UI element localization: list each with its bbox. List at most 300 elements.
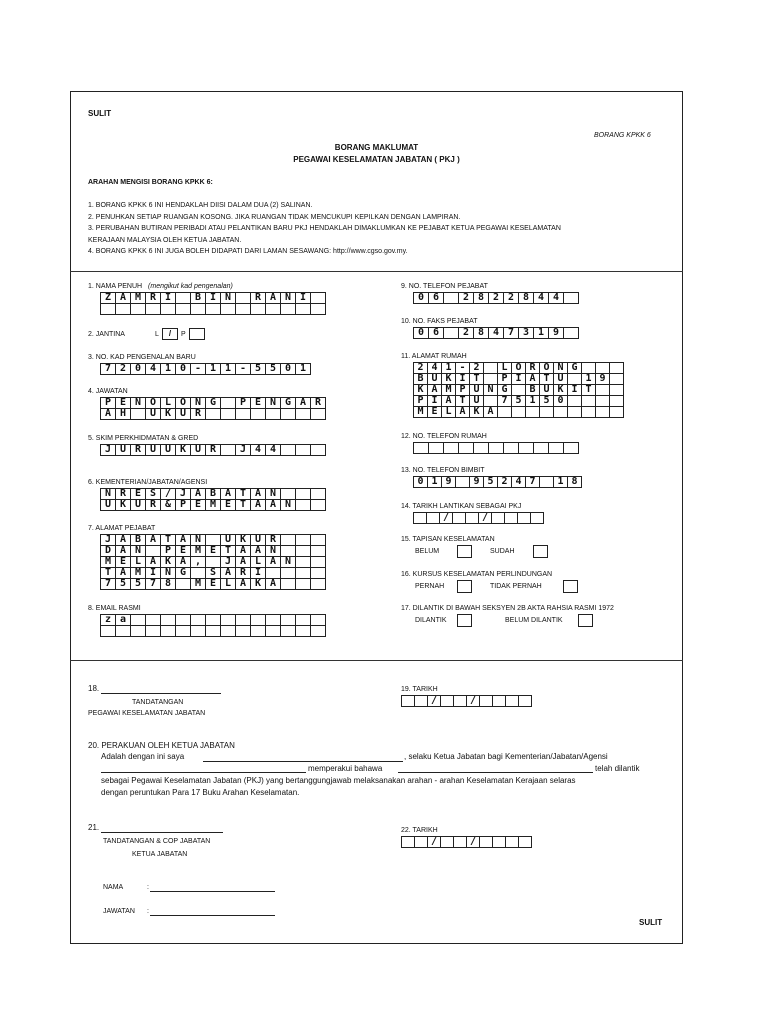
vetting-belum-checkbox[interactable] (457, 545, 472, 558)
char-box[interactable] (488, 442, 504, 454)
char-box[interactable]: 4 (533, 292, 549, 304)
char-box[interactable]: 9 (595, 373, 610, 385)
char-box[interactable] (426, 512, 440, 524)
char-box[interactable]: E (427, 406, 442, 418)
char-box[interactable] (443, 292, 459, 304)
char-box[interactable]: T (235, 488, 251, 500)
char-box[interactable]: T (581, 384, 596, 396)
char-box[interactable]: 1 (160, 363, 176, 375)
char-box[interactable]: A (295, 397, 311, 409)
char-box[interactable]: 5 (250, 363, 266, 375)
char-box[interactable] (517, 512, 531, 524)
char-box[interactable]: I (567, 384, 582, 396)
char-box[interactable]: O (511, 362, 526, 374)
char-box[interactable] (160, 303, 176, 315)
char-box[interactable] (473, 442, 489, 454)
char-box[interactable] (310, 408, 326, 420)
char-box[interactable] (295, 499, 311, 511)
char-box[interactable]: 2 (115, 363, 131, 375)
char-box[interactable] (491, 512, 505, 524)
char-box[interactable]: A (145, 556, 161, 568)
char-box[interactable]: A (220, 567, 236, 579)
char-box[interactable] (295, 303, 311, 315)
char-box[interactable] (235, 408, 251, 420)
char-box[interactable] (130, 408, 146, 420)
char-box[interactable] (190, 625, 206, 637)
char-box[interactable] (220, 408, 236, 420)
char-box[interactable]: 7 (100, 578, 116, 590)
char-box[interactable]: R (265, 534, 281, 546)
char-box[interactable] (250, 625, 266, 637)
char-box[interactable] (563, 292, 579, 304)
char-box[interactable]: U (469, 395, 484, 407)
char-box[interactable] (310, 499, 326, 511)
char-box[interactable]: U (145, 408, 161, 420)
char-box[interactable]: B (205, 488, 221, 500)
char-box[interactable] (100, 303, 116, 315)
char-box[interactable]: / (478, 512, 492, 524)
char-box[interactable] (280, 578, 296, 590)
mobile-phone-input[interactable] (413, 476, 581, 487)
char-box[interactable]: N (553, 362, 568, 374)
char-box[interactable]: M (130, 567, 146, 579)
char-box[interactable] (265, 303, 281, 315)
char-box[interactable]: K (441, 373, 456, 385)
char-box[interactable]: K (160, 556, 176, 568)
char-box[interactable]: / (439, 512, 453, 524)
char-box[interactable]: 8 (160, 578, 176, 590)
char-box[interactable]: 9 (441, 476, 456, 488)
char-box[interactable]: H (115, 408, 131, 420)
char-box[interactable]: R (115, 488, 131, 500)
char-box[interactable]: R (190, 408, 206, 420)
char-box[interactable] (413, 442, 429, 454)
char-box[interactable] (479, 836, 493, 848)
char-box[interactable]: U (539, 384, 554, 396)
char-box[interactable]: 8 (473, 292, 489, 304)
char-box[interactable]: N (130, 397, 146, 409)
char-box[interactable]: A (115, 545, 131, 557)
char-box[interactable]: U (190, 444, 206, 456)
char-box[interactable]: R (205, 444, 221, 456)
head-name-blank[interactable] (203, 761, 403, 762)
char-box[interactable]: 1 (295, 363, 311, 375)
char-box[interactable]: N (265, 545, 281, 557)
char-box[interactable]: - (455, 362, 470, 374)
char-box[interactable]: 5 (115, 578, 131, 590)
char-box[interactable] (145, 625, 161, 637)
char-box[interactable]: I (145, 567, 161, 579)
char-box[interactable]: K (413, 384, 428, 396)
char-box[interactable] (401, 836, 415, 848)
char-box[interactable] (518, 695, 532, 707)
char-box[interactable]: A (265, 499, 281, 511)
char-box[interactable] (539, 406, 554, 418)
char-box[interactable]: A (235, 578, 251, 590)
char-box[interactable]: B (413, 373, 428, 385)
char-box[interactable]: 4 (265, 444, 281, 456)
char-box[interactable]: Z (100, 292, 116, 304)
char-box[interactable] (205, 303, 221, 315)
char-box[interactable]: U (100, 499, 116, 511)
char-box[interactable]: 1 (220, 363, 236, 375)
char-box[interactable]: G (175, 567, 191, 579)
char-box[interactable]: T (100, 567, 116, 579)
char-box[interactable] (455, 476, 470, 488)
char-box[interactable]: E (115, 556, 131, 568)
char-box[interactable] (310, 444, 326, 456)
char-box[interactable]: A (250, 545, 266, 557)
char-box[interactable] (539, 476, 554, 488)
char-box[interactable]: 5 (539, 395, 554, 407)
char-box[interactable]: R (130, 444, 146, 456)
char-box[interactable] (567, 406, 582, 418)
char-box[interactable]: E (205, 545, 221, 557)
char-box[interactable]: A (115, 534, 131, 546)
char-box[interactable]: 7 (145, 578, 161, 590)
char-box[interactable]: 5 (265, 363, 281, 375)
char-box[interactable]: E (115, 397, 131, 409)
char-box[interactable]: A (265, 292, 281, 304)
char-box[interactable]: A (115, 292, 131, 304)
ic-number-input[interactable] (100, 363, 310, 374)
course-pernah-checkbox[interactable] (457, 580, 472, 593)
officer-signature-line[interactable] (101, 693, 221, 694)
char-box[interactable]: A (190, 488, 206, 500)
char-box[interactable]: A (235, 545, 251, 557)
char-box[interactable]: A (265, 578, 281, 590)
ministry-input[interactable] (100, 488, 325, 510)
char-box[interactable]: E (130, 488, 146, 500)
char-box[interactable]: A (100, 408, 116, 420)
char-box[interactable]: N (160, 567, 176, 579)
char-box[interactable]: K (553, 384, 568, 396)
char-box[interactable]: U (250, 534, 266, 546)
char-box[interactable]: L (497, 362, 512, 374)
date-19-input[interactable] (401, 695, 531, 706)
char-box[interactable]: 1 (205, 363, 221, 375)
char-box[interactable] (443, 442, 459, 454)
char-box[interactable]: A (175, 556, 191, 568)
char-box[interactable]: 4 (250, 444, 266, 456)
char-box[interactable] (458, 442, 474, 454)
char-box[interactable] (609, 406, 624, 418)
char-box[interactable] (205, 625, 221, 637)
char-box[interactable]: L (220, 578, 236, 590)
char-box[interactable]: G (280, 397, 296, 409)
char-box[interactable] (265, 408, 281, 420)
char-box[interactable]: M (441, 384, 456, 396)
char-box[interactable]: 4 (427, 362, 442, 374)
char-box[interactable] (511, 406, 526, 418)
char-box[interactable]: K (175, 444, 191, 456)
char-box[interactable]: S (145, 488, 161, 500)
char-box[interactable]: I (427, 395, 442, 407)
char-box[interactable]: L (160, 397, 176, 409)
home-phone-input[interactable] (413, 442, 578, 453)
char-box[interactable] (115, 303, 131, 315)
ministry-blank[interactable] (101, 772, 306, 773)
char-box[interactable] (453, 836, 467, 848)
char-box[interactable]: 1 (533, 327, 549, 339)
char-box[interactable]: 8 (518, 292, 534, 304)
char-box[interactable] (310, 303, 326, 315)
char-box[interactable]: A (525, 373, 540, 385)
char-box[interactable]: 8 (473, 327, 489, 339)
char-box[interactable] (160, 625, 176, 637)
char-box[interactable]: G (497, 384, 512, 396)
char-box[interactable]: z (100, 614, 116, 626)
char-box[interactable]: L (130, 556, 146, 568)
full-name-input[interactable] (100, 292, 325, 314)
char-box[interactable]: N (130, 545, 146, 557)
char-box[interactable]: / (427, 836, 441, 848)
char-box[interactable]: 1 (441, 362, 456, 374)
char-box[interactable] (175, 625, 191, 637)
char-box[interactable]: 4 (145, 363, 161, 375)
char-box[interactable]: P (100, 397, 116, 409)
char-box[interactable]: A (235, 556, 251, 568)
char-box[interactable]: 3 (518, 327, 534, 339)
char-box[interactable]: 2 (503, 292, 519, 304)
char-box[interactable]: L (441, 406, 456, 418)
char-box[interactable]: 9 (469, 476, 484, 488)
char-box[interactable] (503, 442, 519, 454)
char-box[interactable]: P (497, 373, 512, 385)
char-box[interactable] (310, 578, 326, 590)
char-box[interactable]: 7 (100, 363, 116, 375)
char-box[interactable]: R (145, 292, 161, 304)
char-box[interactable]: U (115, 444, 131, 456)
char-box[interactable]: B (130, 534, 146, 546)
char-box[interactable]: K (160, 408, 176, 420)
char-box[interactable] (280, 625, 296, 637)
char-box[interactable] (525, 406, 540, 418)
char-box[interactable]: 1 (525, 395, 540, 407)
email-input[interactable] (100, 614, 325, 636)
char-box[interactable] (235, 625, 251, 637)
char-box[interactable]: S (205, 567, 221, 579)
char-box[interactable]: 7 (497, 395, 512, 407)
char-box[interactable]: 0 (175, 363, 191, 375)
char-box[interactable] (504, 512, 518, 524)
char-box[interactable]: a (115, 614, 131, 626)
char-box[interactable]: N (265, 397, 281, 409)
char-box[interactable] (250, 408, 266, 420)
char-box[interactable]: O (539, 362, 554, 374)
date-22-input[interactable] (401, 836, 531, 847)
char-box[interactable] (492, 695, 506, 707)
char-box[interactable]: 4 (488, 327, 504, 339)
char-box[interactable] (220, 303, 236, 315)
char-box[interactable] (310, 625, 326, 637)
char-box[interactable] (443, 327, 459, 339)
char-box[interactable] (250, 303, 266, 315)
char-box[interactable]: 4 (511, 476, 526, 488)
char-box[interactable]: N (280, 292, 296, 304)
char-box[interactable]: R (145, 499, 161, 511)
char-box[interactable]: J (175, 488, 191, 500)
char-box[interactable]: T (220, 545, 236, 557)
char-box[interactable]: O (175, 397, 191, 409)
char-box[interactable]: N (280, 499, 296, 511)
char-box[interactable]: & (160, 499, 176, 511)
gender-p-checkbox[interactable] (189, 328, 205, 340)
char-box[interactable]: E (190, 499, 206, 511)
char-box[interactable] (548, 442, 564, 454)
char-box[interactable]: M (100, 556, 116, 568)
char-box[interactable]: P (413, 395, 428, 407)
char-box[interactable]: I (250, 567, 266, 579)
char-box[interactable]: A (455, 406, 470, 418)
char-box[interactable]: P (235, 397, 251, 409)
char-box[interactable]: P (455, 384, 470, 396)
char-box[interactable]: - (235, 363, 251, 375)
char-box[interactable]: 0 (280, 363, 296, 375)
office-phone-input[interactable] (413, 292, 578, 303)
char-box[interactable] (115, 625, 131, 637)
char-box[interactable] (265, 625, 281, 637)
char-box[interactable]: U (130, 499, 146, 511)
char-box[interactable]: M (190, 578, 206, 590)
char-box[interactable]: O (145, 397, 161, 409)
char-box[interactable]: U (145, 444, 161, 456)
char-box[interactable]: 7 (525, 476, 540, 488)
char-box[interactable]: D (100, 545, 116, 557)
char-box[interactable]: L (250, 556, 266, 568)
char-box[interactable] (453, 695, 467, 707)
char-box[interactable] (220, 444, 236, 456)
char-box[interactable] (414, 836, 428, 848)
char-box[interactable]: 2 (413, 362, 428, 374)
char-box[interactable]: 8 (567, 476, 582, 488)
char-box[interactable]: 0 (130, 363, 146, 375)
char-box[interactable]: B (190, 292, 206, 304)
char-box[interactable] (145, 303, 161, 315)
char-box[interactable] (295, 625, 311, 637)
char-box[interactable]: K (235, 534, 251, 546)
office-address-input[interactable] (100, 534, 325, 589)
char-box[interactable]: R (525, 362, 540, 374)
char-box[interactable]: T (455, 395, 470, 407)
char-box[interactable] (595, 406, 610, 418)
char-box[interactable]: G (567, 362, 582, 374)
char-box[interactable]: N (100, 488, 116, 500)
officer-name-blank[interactable] (398, 772, 593, 773)
char-box[interactable] (295, 408, 311, 420)
char-box[interactable] (505, 695, 519, 707)
char-box[interactable]: U (469, 384, 484, 396)
char-box[interactable]: K (115, 499, 131, 511)
char-box[interactable]: 7 (503, 327, 519, 339)
char-box[interactable]: 5 (483, 476, 498, 488)
gender-l-checkbox[interactable]: / (162, 328, 178, 340)
char-box[interactable] (175, 578, 191, 590)
char-box[interactable]: M (205, 499, 221, 511)
char-box[interactable]: 1 (553, 476, 568, 488)
char-box[interactable]: E (220, 499, 236, 511)
char-box[interactable]: R (235, 567, 251, 579)
char-box[interactable]: A (250, 488, 266, 500)
char-box[interactable]: N (190, 397, 206, 409)
char-box[interactable]: U (160, 444, 176, 456)
char-box[interactable] (220, 625, 236, 637)
char-box[interactable]: J (235, 444, 251, 456)
char-box[interactable] (553, 406, 568, 418)
char-box[interactable] (295, 444, 311, 456)
char-box[interactable] (492, 836, 506, 848)
char-box[interactable] (280, 408, 296, 420)
course-tidak-pernah-checkbox[interactable] (563, 580, 578, 593)
char-box[interactable]: / (466, 695, 480, 707)
char-box[interactable] (505, 836, 519, 848)
char-box[interactable]: 0 (413, 327, 429, 339)
char-box[interactable]: I (295, 292, 311, 304)
char-box[interactable]: K (469, 406, 484, 418)
char-box[interactable]: 1 (427, 476, 442, 488)
char-box[interactable]: , (190, 556, 206, 568)
office-fax-input[interactable] (413, 327, 578, 338)
char-box[interactable] (235, 303, 251, 315)
osa-belum-dilantik-checkbox[interactable] (578, 614, 593, 627)
char-box[interactable]: T (539, 373, 554, 385)
char-box[interactable] (414, 695, 428, 707)
char-box[interactable]: 2 (497, 476, 512, 488)
char-box[interactable]: J (220, 556, 236, 568)
char-box[interactable]: E (205, 578, 221, 590)
char-box[interactable]: I (455, 373, 470, 385)
char-box[interactable]: I (160, 292, 176, 304)
char-box[interactable] (130, 625, 146, 637)
char-box[interactable]: 2 (488, 292, 504, 304)
osa-dilantik-checkbox[interactable] (457, 614, 472, 627)
char-box[interactable] (440, 836, 454, 848)
char-box[interactable]: N (265, 488, 281, 500)
char-box[interactable]: A (483, 406, 498, 418)
char-box[interactable] (581, 406, 596, 418)
char-box[interactable] (280, 444, 296, 456)
char-box[interactable]: T (160, 534, 176, 546)
char-box[interactable]: 0 (553, 395, 568, 407)
char-box[interactable]: / (427, 695, 441, 707)
char-box[interactable] (440, 695, 454, 707)
char-box[interactable]: A (250, 499, 266, 511)
char-box[interactable]: 0 (413, 292, 429, 304)
char-box[interactable]: N (190, 534, 206, 546)
home-address-input[interactable] (413, 362, 623, 417)
char-box[interactable] (465, 512, 479, 524)
char-box[interactable]: A (145, 534, 161, 546)
char-box[interactable]: 2 (458, 327, 474, 339)
service-grade-input[interactable] (100, 444, 325, 455)
char-box[interactable]: 5 (511, 395, 526, 407)
char-box[interactable]: 0 (413, 476, 428, 488)
char-box[interactable]: P (160, 545, 176, 557)
char-box[interactable]: 1 (581, 373, 596, 385)
char-box[interactable] (280, 303, 296, 315)
char-box[interactable]: A (441, 395, 456, 407)
char-box[interactable]: E (175, 545, 191, 557)
char-box[interactable] (190, 303, 206, 315)
char-box[interactable]: R (250, 292, 266, 304)
char-box[interactable]: A (427, 384, 442, 396)
char-box[interactable]: - (190, 363, 206, 375)
char-box[interactable]: 2 (469, 362, 484, 374)
char-box[interactable]: 4 (548, 292, 564, 304)
char-box[interactable] (518, 442, 534, 454)
char-box[interactable] (563, 442, 579, 454)
char-box[interactable]: A (115, 567, 131, 579)
